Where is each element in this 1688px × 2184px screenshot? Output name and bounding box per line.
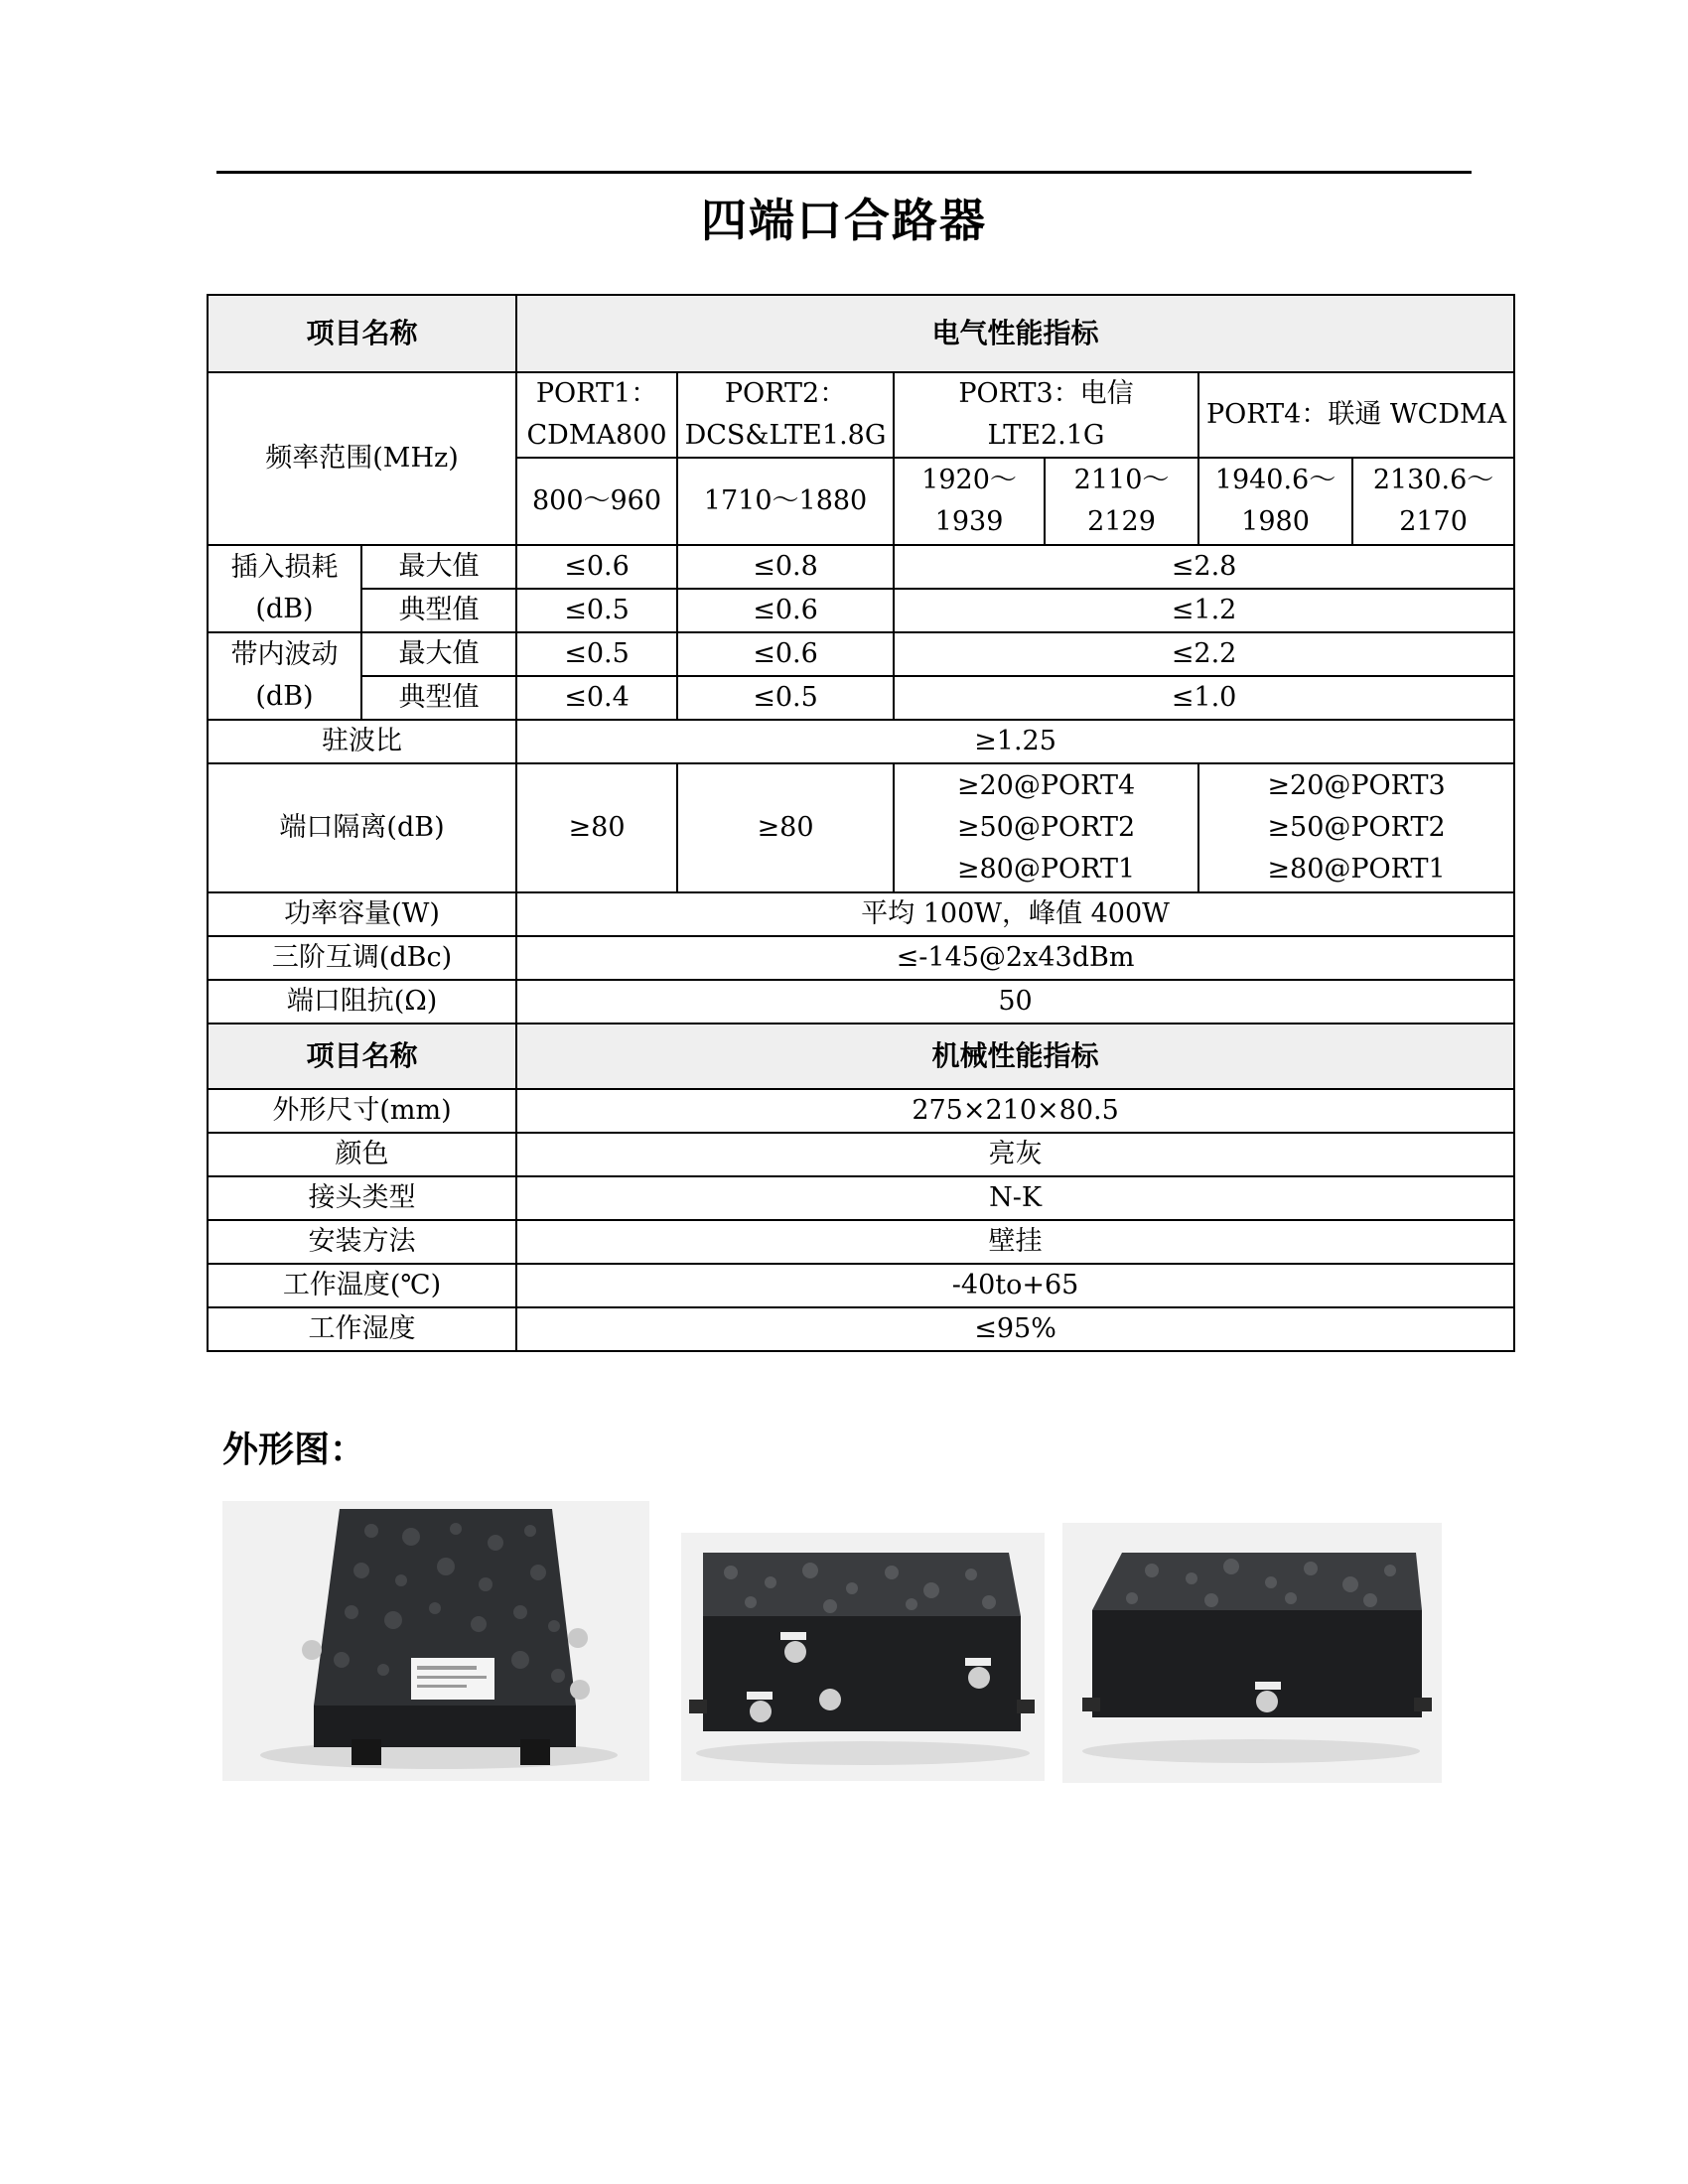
ripple-label: 带内波动 (dB) [208, 632, 361, 720]
vswr-row [208, 720, 1514, 763]
header-item-name-2: 项目名称 [208, 1024, 516, 1089]
isolation-p3: ≥20@PORT4 ≥50@PORT2 ≥80@PORT1 [894, 763, 1198, 892]
port3-header: PORT3：电信 LTE2.1G [894, 372, 1198, 458]
humidity-label: 工作湿度 [208, 1307, 516, 1351]
insertion-loss-max-p1: ≤0.6 [516, 545, 677, 589]
figure-label: 外形图： [222, 1430, 366, 1470]
port4-header: PORT4：联通 WCDMA [1198, 372, 1514, 458]
connector-row [208, 1176, 1514, 1220]
ripple-typ-p34: ≤1.0 [894, 676, 1514, 720]
product-photo-3 [1062, 1523, 1442, 1783]
port2-range: 1710～1880 [677, 458, 894, 545]
color-row [208, 1133, 1514, 1176]
ripple-max-p2: ≤0.6 [677, 632, 894, 676]
header-item-name: 项目名称 [208, 295, 516, 372]
im3-row [208, 936, 1514, 980]
port2-header: PORT2： DCS&LTE1.8G [677, 372, 894, 458]
ripple-typ-p1: ≤0.4 [516, 676, 677, 720]
temperature-row [208, 1264, 1514, 1307]
impedance-row [208, 980, 1514, 1024]
insertion-loss-max-row [208, 545, 1514, 589]
isolation-label: 端口隔离(dB) [208, 763, 516, 892]
product-photo-1 [222, 1501, 649, 1781]
dimensions-label: 外形尺寸(mm) [208, 1089, 516, 1133]
im3-label: 三阶互调(dBc) [208, 936, 516, 980]
color-value: 亮灰 [516, 1133, 1514, 1176]
ripple-max-row [208, 632, 1514, 676]
port3-range-b: 2110～ 2129 [1045, 458, 1198, 545]
power-label: 功率容量(W) [208, 892, 516, 936]
insertion-loss-typ-p2: ≤0.6 [677, 589, 894, 632]
power-value: 平均 100W，峰值 400W [516, 892, 1514, 936]
ripple-max-p1: ≤0.5 [516, 632, 677, 676]
spec-table [207, 294, 1515, 1352]
impedance-label: 端口阻抗(Ω) [208, 980, 516, 1024]
electrical-header-row [208, 295, 1514, 372]
ripple-max-p34: ≤2.2 [894, 632, 1514, 676]
port3-range-a: 1920～ 1939 [894, 458, 1045, 545]
isolation-row [208, 763, 1514, 892]
dimensions-row [208, 1089, 1514, 1133]
document-title: 四端口合路器 [701, 194, 987, 247]
vswr-value: ≥1.25 [516, 720, 1514, 763]
connector-label: 接头类型 [208, 1176, 516, 1220]
humidity-value: ≤95% [516, 1307, 1514, 1351]
power-row [208, 892, 1514, 936]
impedance-value: 50 [516, 980, 1514, 1024]
ripple-typ-row [208, 676, 1514, 720]
insertion-loss-typ-label: 典型值 [361, 589, 516, 632]
mechanical-header-row [208, 1024, 1514, 1089]
header-electrical: 电气性能指标 [516, 295, 1514, 372]
dimensions-value: 275×210×80.5 [516, 1089, 1514, 1133]
port4-range-b: 2130.6～ 2170 [1352, 458, 1514, 545]
humidity-row [208, 1307, 1514, 1351]
freq-label: 频率范围(MHz) [208, 372, 516, 545]
insertion-loss-max-p2: ≤0.8 [677, 545, 894, 589]
port1-header: PORT1： CDMA800 [516, 372, 677, 458]
ripple-max-label: 最大值 [361, 632, 516, 676]
vswr-label: 驻波比 [208, 720, 516, 763]
isolation-p1: ≥80 [516, 763, 677, 892]
insertion-loss-typ-p1: ≤0.5 [516, 589, 677, 632]
mounting-value: 壁挂 [516, 1220, 1514, 1264]
port4-range-a: 1940.6～ 1980 [1198, 458, 1352, 545]
ripple-typ-label: 典型值 [361, 676, 516, 720]
insertion-loss-typ-p34: ≤1.2 [894, 589, 1514, 632]
freq-port-row [208, 372, 1514, 458]
temperature-label: 工作温度(℃) [208, 1264, 516, 1307]
temperature-value: -40to+65 [516, 1264, 1514, 1307]
isolation-p4: ≥20@PORT3 ≥50@PORT2 ≥80@PORT1 [1198, 763, 1514, 892]
mounting-label: 安装方法 [208, 1220, 516, 1264]
product-photo-2 [681, 1533, 1045, 1781]
color-label: 颜色 [208, 1133, 516, 1176]
port1-range: 800～960 [516, 458, 677, 545]
top-rule [216, 171, 1472, 174]
insertion-loss-label: 插入损耗 (dB) [208, 545, 361, 632]
ripple-typ-p2: ≤0.5 [677, 676, 894, 720]
insertion-loss-max-label: 最大值 [361, 545, 516, 589]
isolation-p2: ≥80 [677, 763, 894, 892]
header-mechanical: 机械性能指标 [516, 1024, 1514, 1089]
im3-value: ≤-145@2x43dBm [516, 936, 1514, 980]
insertion-loss-max-p34: ≤2.8 [894, 545, 1514, 589]
mounting-row [208, 1220, 1514, 1264]
insertion-loss-typ-row [208, 589, 1514, 632]
connector-value: N-K [516, 1176, 1514, 1220]
